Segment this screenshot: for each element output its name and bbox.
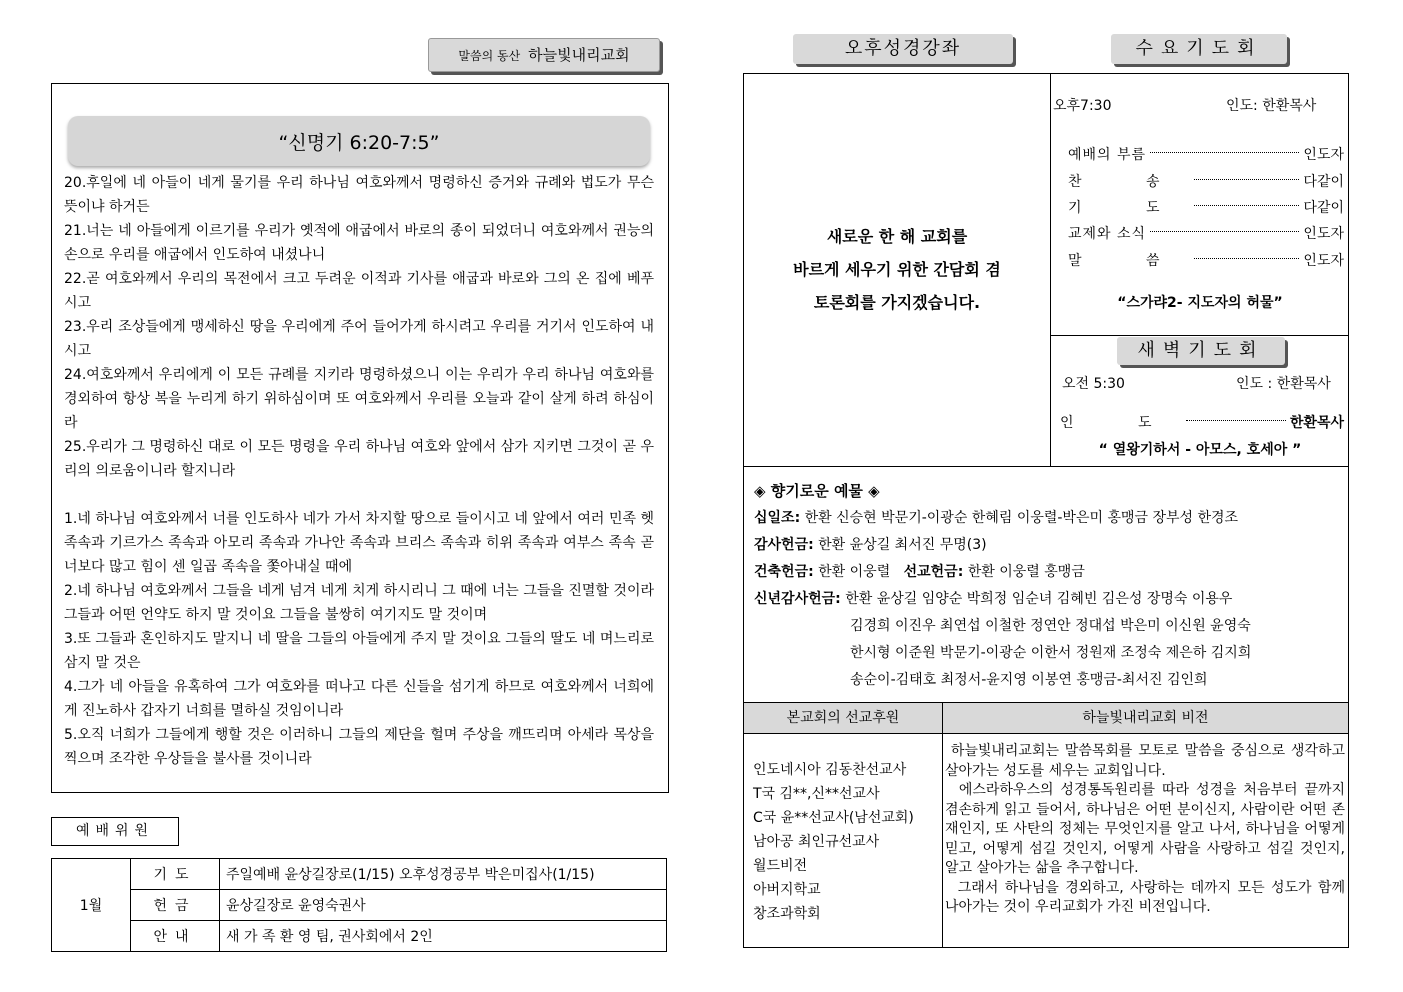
offering-names: 한환 신승현 박문기-이광순 한혜림 이웅렬-박은미 홍맹금 장부성 한경조 xyxy=(804,510,1239,526)
order-row xyxy=(1068,144,1344,164)
duty-role: 기도 xyxy=(131,859,220,890)
verse: 1.네 하나님 여호와께서 너를 인도하사 네가 가서 차지할 땅으로 들이시고 네 앞에서 여러 민족 헷 족속과 기르가스 족속과 아모리 족속과 가나안 족속과 브리스 족속과 히위 족속과 여부스 족속 곧 너보다 많고 힘이 센 일곱 족속을 쫓아내실 때에 xyxy=(64,511,654,575)
offering-line xyxy=(754,535,987,555)
mission-support-header: 본교회의 선교후원 xyxy=(786,710,900,726)
offering-names: 한환 윤상길 임양순 박희정 임순녀 김혜빈 김은성 장명숙 이용우 xyxy=(845,591,1233,607)
offering-names: 김경희 이진우 최연섭 이철한 정연안 정대섭 박은미 이신원 윤영숙 xyxy=(850,618,1251,634)
table-row xyxy=(52,859,667,890)
church-name: 하늘빛내리교회 xyxy=(528,46,630,64)
list-item: 남아공 최인규선교사 xyxy=(753,834,880,850)
church-motto: 말씀의 동산 xyxy=(458,49,521,63)
dawn-prayer-label: 새벽기도회 xyxy=(1117,337,1285,365)
afternoon-study-label: 오후성경강좌 xyxy=(793,34,1013,64)
order-name: 교제와 소식 xyxy=(1068,226,1147,242)
offering-label: 십일조: xyxy=(754,510,801,526)
list-item: T국 김**,신**선교사 xyxy=(753,786,880,802)
offering-names: 한환 이웅렬 xyxy=(818,564,891,580)
notice-line: 토론회를 가지겠습니다. xyxy=(813,293,981,312)
offering-title: ◈ 향기로운 예물 ◈ xyxy=(754,482,880,500)
scripture-title: “신명기 6:20-7:5” xyxy=(68,116,650,166)
church-badge xyxy=(428,38,660,72)
divider xyxy=(1050,73,1051,466)
order-who: 다같이 xyxy=(1303,174,1344,190)
offering-label: 건축헌금: xyxy=(754,564,814,580)
list-item: C국 윤**선교사(남선교회) xyxy=(753,810,914,826)
table-row xyxy=(52,921,667,952)
order-who: 다같이 xyxy=(1303,200,1344,216)
duty-table xyxy=(51,858,667,952)
dawn-time: 오전 5:30 xyxy=(1062,376,1125,392)
vision-paragraph: 그래서 하나님을 경외하고, 사랑하는 데까지 모든 성도가 함께 나아가는 것이 우리교회가 가진 비전입니다. xyxy=(945,879,1350,915)
divider xyxy=(942,703,943,948)
order-who: 인도자 xyxy=(1303,226,1344,242)
verse: 5.오직 너희가 그들에게 행할 것은 이러하니 그들의 제단을 헐며 주상을 깨뜨리며 아세라 목상을 찍으며 조각한 우상들을 불사를 것이니라 xyxy=(64,727,654,767)
wednesday-sermon: “스가랴2- 지도자의 허물” xyxy=(1117,295,1283,311)
order-row xyxy=(1060,412,1344,432)
offering-names: 송순이-김태호 최정서-윤지영 이봉연 홍맹금-최서진 김인희 xyxy=(850,672,1208,688)
duty-detail: 윤상길장로 윤영숙권사 xyxy=(220,890,667,921)
offering-label: 선교헌금: xyxy=(903,564,964,580)
vision-paragraph: 에스라하우스의 성경통독원리를 따라 성경을 처음부터 끝까지 겸손하게 읽고 들어서, 하나님은 어떤 분이신지, 사람이란 어떤 존재인지, 또 사탄의 정체는 무엇인지를 알고 나서, 하나님을 어떻게 믿고, 어떻게 섬길 것인지, 어떻게 사람을 사랑하고 섬길 것인지, 알고 살아가는 삶을 추구합니다. xyxy=(945,782,1350,876)
order-name: 기 도 xyxy=(1068,200,1190,216)
order-row xyxy=(1068,171,1344,191)
verse: 4.그가 네 아들을 유혹하여 그가 여호와를 떠나고 다른 신들을 섬기게 하므로 여호와께서 너희에게 진노하사 갑자기 너희를 멸하실 것임이니라 xyxy=(64,679,654,719)
order-row xyxy=(1068,223,1344,243)
order-who: 인도자 xyxy=(1303,147,1344,163)
divider xyxy=(1050,335,1349,336)
duty-role: 헌금 xyxy=(131,890,220,921)
scripture-body xyxy=(64,171,654,771)
verse: 21.너는 네 아들에게 이르기를 우리가 옛적에 애굽에서 바로의 종이 되었더니 여호와께서 권능의 손으로 우리를 애굽에서 인도하여 내셨나니 xyxy=(64,223,654,263)
offering-line xyxy=(754,508,1238,528)
notice-line: 새로운 한 해 교회를 xyxy=(826,227,968,246)
verse: 22.곧 여호와께서 우리의 목전에서 크고 두려운 이적과 기사를 애굽과 바로와 그의 온 집에 베푸시고 xyxy=(64,271,654,311)
offering-names: 한환 이웅렬 홍맹금 xyxy=(967,564,1085,580)
notice-line: 바르게 세우기 위한 간담회 겸 xyxy=(793,260,1001,279)
divider xyxy=(743,466,1349,467)
table-row xyxy=(52,890,667,921)
vision-paragraph: 하늘빛내리교회는 말씀목회를 모토로 말씀을 중심으로 생각하고 살아가는 성도를 세우는 교회입니다. xyxy=(945,743,1350,779)
verse: 25.우리가 그 명령하신 대로 이 모든 명령을 우리 하나님 여호와 앞에서 삼가 지키면 그것이 곧 우리의 의로움이니라 할지니라 xyxy=(64,439,654,479)
order-name: 말 씀 xyxy=(1068,253,1190,269)
verse: 2.네 하나님 여호와께서 그들을 네게 넘겨 네게 치게 하시리니 그 때에 너는 그들을 진멸할 것이라 그들과 어떤 언약도 하지 말 것이요 그들을 불쌍히 여기지도 말 것이며 xyxy=(64,583,654,623)
vision-header: 하늘빛내리교회 비전 xyxy=(1082,710,1209,726)
verse: 3.또 그들과 혼인하지도 말지니 네 딸을 그들의 아들에게 주지 말 것이요 그들의 딸도 네 며느리로 삼지 말 것은 xyxy=(64,631,654,671)
list-item: 월드비전 xyxy=(753,858,808,874)
vision-text xyxy=(945,742,1350,918)
list-item: 아버지학교 xyxy=(753,882,821,898)
verse: 23.우리 조상들에게 맹세하신 땅을 우리에게 주어 들어가게 하시려고 우리를 거기서 인도하여 내시고 xyxy=(64,319,654,359)
order-name: 예배의 부름 xyxy=(1068,147,1147,163)
verse: 20.후일에 네 아들이 네게 물기를 우리 하나님 여호와께서 명령하신 증거와 규례와 법도가 무슨 뜻이냐 하거든 xyxy=(64,175,654,215)
verse: 24.여호와께서 우리에게 이 모든 규례를 지키라 명령하셨으니 이는 우리가 우리 하나님 여호와를 경외하여 항상 복을 누리게 하기 위하심이며 또 여호와께서 우리를 오늘과 같이 살게 하려 하심이라 xyxy=(64,367,654,431)
offering-label: 신년감사헌금: xyxy=(754,591,841,607)
duty-detail: 주일예배 윤상길장로(1/15) 오후성경공부 박은미집사(1/15) xyxy=(220,859,667,890)
list-item: 창조과학회 xyxy=(753,906,821,922)
offering-line xyxy=(754,589,1232,609)
order-row xyxy=(1068,250,1344,270)
order-name: 인 도 xyxy=(1060,415,1182,431)
duty-month: 1월 xyxy=(52,859,131,952)
offering-label: 감사헌금: xyxy=(754,537,814,553)
wednesday-leader: 인도: 한환목사 xyxy=(1226,98,1317,114)
duty-role: 안내 xyxy=(131,921,220,952)
offering-line xyxy=(754,562,1085,582)
dawn-sermon: “ 열왕기하서 - 아모스, 호세아 ” xyxy=(1098,442,1302,458)
order-row xyxy=(1068,197,1344,217)
offering-names: 한환 윤상길 최서진 무명(3) xyxy=(818,537,987,553)
offering-names: 한시형 이준원 박문기-이광순 이한서 정원재 조정숙 제은하 김지희 xyxy=(850,645,1252,661)
order-who: 한환목사 xyxy=(1289,415,1344,431)
mission-list xyxy=(753,758,914,926)
dawn-leader: 인도 : 한환목사 xyxy=(1236,376,1331,392)
worship-committee-label: 예배위원 xyxy=(51,817,179,846)
wednesday-time: 오후7:30 xyxy=(1053,98,1112,114)
notice xyxy=(745,220,1049,319)
order-name: 찬 송 xyxy=(1068,174,1190,190)
list-item: 인도네시아 김동찬선교사 xyxy=(753,762,907,778)
order-who: 인도자 xyxy=(1303,253,1344,269)
wednesday-prayer-label: 수요기도회 xyxy=(1111,34,1287,64)
duty-detail: 새 가 족 환 영 팀, 권사회에서 2인 xyxy=(220,921,667,952)
